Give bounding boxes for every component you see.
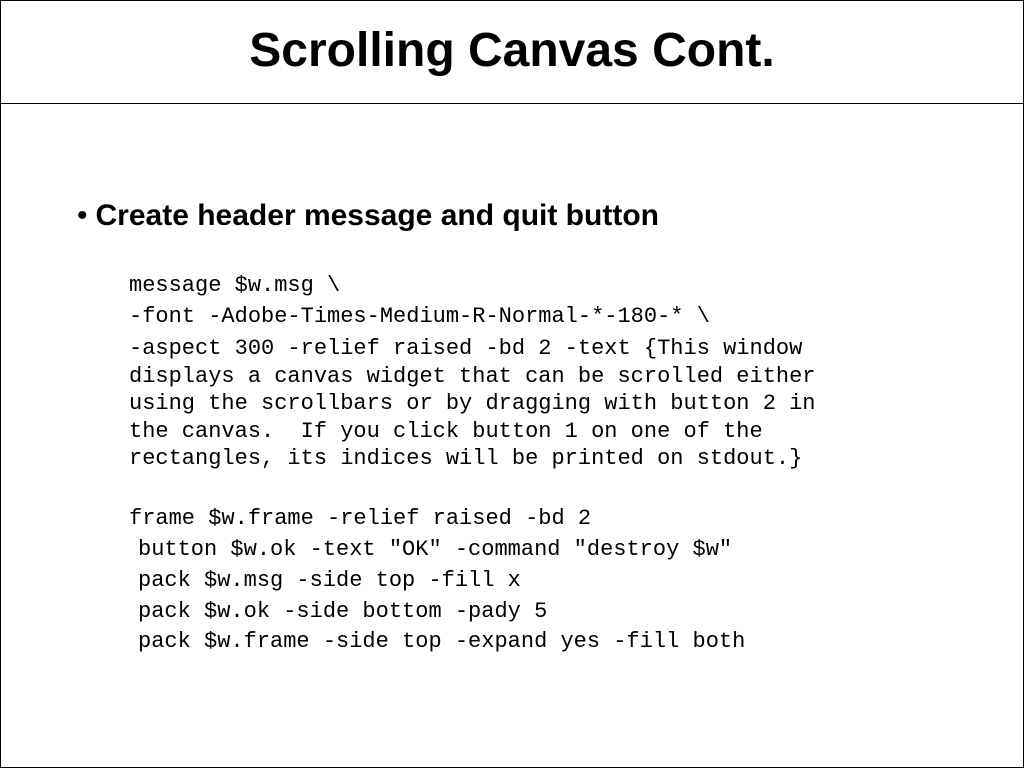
bullet-marker: • xyxy=(77,199,88,232)
code-line-frame: frame $w.frame -relief raised -bd 2 xyxy=(129,506,592,531)
bullet-item xyxy=(77,199,659,233)
code-line-font: -font -Adobe-Times-Medium-R-Normal-*-180-* \ xyxy=(129,304,710,329)
code-line-pack-msg: pack $w.msg -side top -fill x xyxy=(138,568,521,593)
code-line-button: button $w.ok -text "OK" -command "destroy $w" xyxy=(138,537,733,562)
slide-title: Scrolling Canvas Cont. xyxy=(249,23,775,77)
code-paragraph-aspect: -aspect 300 -relief raised -bd 2 -text {This window displays a canvas widget that can be scrolled either using the scrollbars or by dragging with button 2 in the canvas. If you click button 1 on one of the rectangles, its indices will be printed on stdout.} xyxy=(129,336,816,471)
bullet-text: Create header message and quit button xyxy=(95,199,659,232)
code-line-pack-frame: pack $w.frame -side top -expand yes -fill both xyxy=(138,629,746,654)
title-bar xyxy=(1,1,1023,104)
code-line-pack-ok: pack $w.ok -side bottom -pady 5 xyxy=(138,599,548,624)
code-line-message: message $w.msg \ xyxy=(129,273,341,298)
